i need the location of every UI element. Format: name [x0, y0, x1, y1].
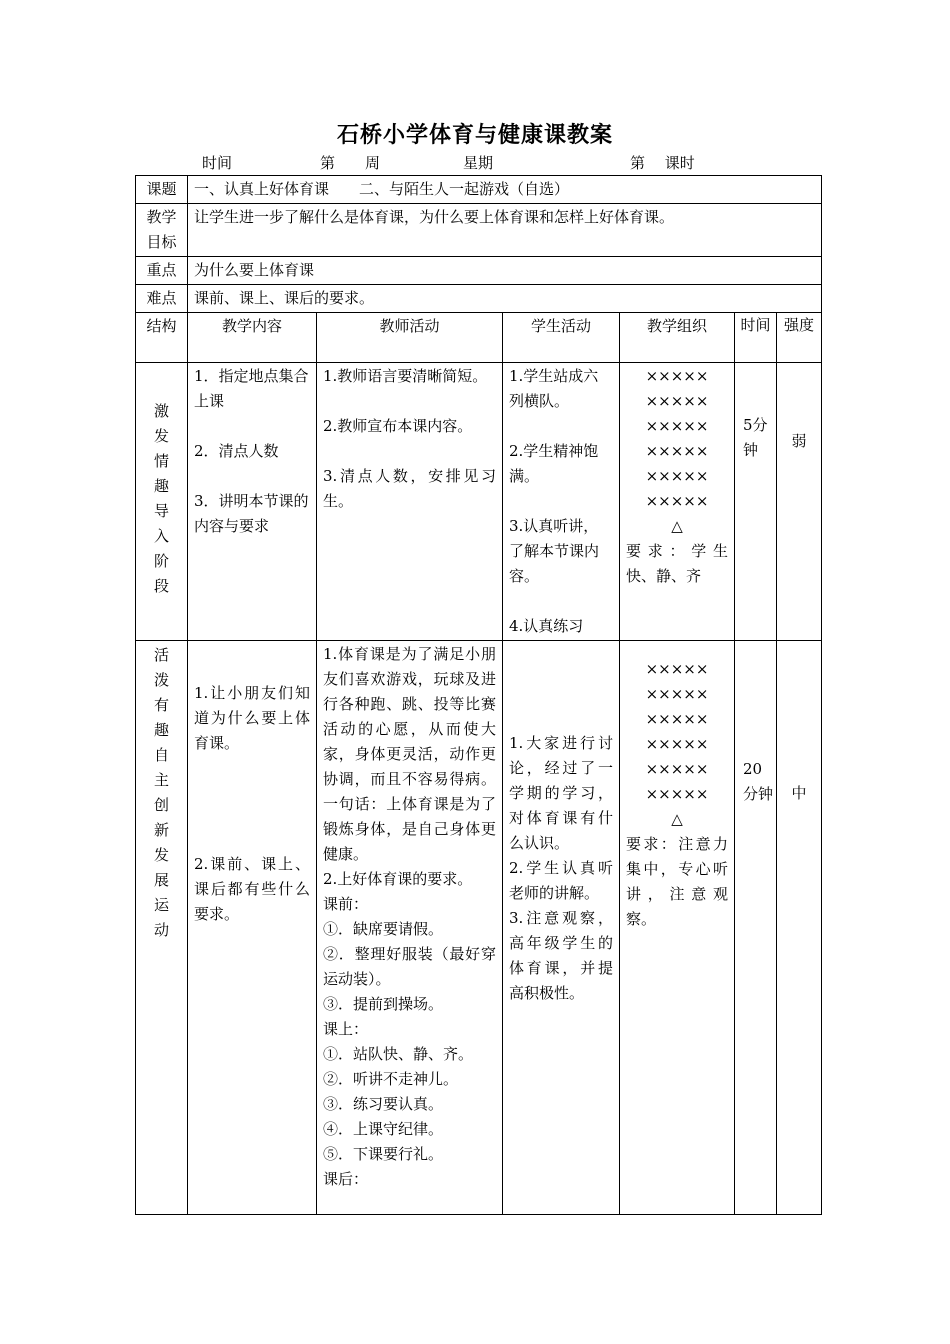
formation-note: 要求：注意力集中，专心听讲，注意观察。: [626, 835, 728, 928]
teacher-item: 1.教师语言要清晰简短。: [323, 367, 488, 385]
formation-row: ×××××: [645, 467, 709, 485]
formation-row: ×××××: [645, 710, 709, 728]
header-row: [136, 313, 822, 363]
content-item: 1.让小朋友们知道为什么要上体育课。: [194, 684, 310, 752]
meta-day: 星期: [463, 154, 494, 172]
teacher-position-icon: △: [671, 517, 683, 535]
teacher-item: 1.体育课是为了满足小朋友们喜欢游戏，玩球及进行各种跑、跳、投等比赛活动的心愿，从而使大家，身体更灵活，动作更协调，而且不容易得病。一句话：上体育课是为了锻炼身体，是自己身体更健康。: [323, 645, 496, 863]
formation-row: ×××××: [645, 785, 709, 803]
header-time: 时间: [735, 313, 777, 363]
teacher-position-icon: △: [671, 810, 683, 828]
formation-row: ×××××: [645, 417, 709, 435]
formation-note: 要求：学生快、静、齐: [626, 542, 728, 585]
student-item: 2.学生认真听老师的讲解。: [509, 859, 613, 902]
teacher-item: 3.清点人数，安排见习生。: [323, 467, 496, 510]
student-cell-2: [503, 641, 620, 1215]
formation-row: ×××××: [645, 492, 709, 510]
header-student: 学生活动: [503, 313, 620, 363]
header-organization: 教学组织: [620, 313, 735, 363]
student-cell-1: [503, 363, 620, 641]
content-cell-2: [188, 641, 317, 1215]
time-cell-1: 5分钟: [735, 363, 777, 641]
header-content: 教学内容: [188, 313, 317, 363]
student-item: 3.认真听讲，了解本节课内容。: [509, 517, 600, 585]
meta-time: 时间: [202, 154, 233, 172]
meta-week: 第 周: [320, 154, 381, 172]
teacher-item: ④．上课守纪律。: [323, 1120, 444, 1138]
header-structure: 结构: [136, 313, 188, 363]
goal-value: 让学生进一步了解什么是体育课，为什么要上体育课和怎样上好体育课。: [188, 204, 822, 257]
student-item: 2.学生精神饱满。: [509, 442, 599, 485]
formation-row: ×××××: [645, 685, 709, 703]
key-label: 重点: [136, 257, 188, 285]
topic-row: [136, 176, 822, 204]
student-item: 3.注意观察，高年级学生的体育课，并提高积极性。: [509, 909, 613, 1002]
teacher-item: ⑤．下课要行礼。: [323, 1145, 444, 1163]
organization-cell-1: [620, 363, 735, 641]
teacher-item: ②．整理好服装（最好穿运动装）。: [323, 945, 496, 988]
teacher-item: ③．提前到操场。: [323, 995, 444, 1013]
stage-label-1: 激 发 情 趣 导 入 阶 段: [136, 363, 188, 641]
student-item: 1.大家进行讨论，经过了一学期的学习，对体育课有什么认识。: [509, 734, 613, 852]
topic-value: 一、认真上好体育课 二、与陌生人一起游戏（自选）: [188, 176, 822, 204]
student-item: 4.认真练习: [509, 617, 584, 635]
intensity-cell-2: 中: [777, 641, 822, 1215]
page-title: 石桥小学体育与健康课教案: [336, 122, 613, 148]
content-item: 2．清点人数: [194, 442, 279, 460]
difficulty-label: 难点: [136, 285, 188, 313]
teacher-item: ②．听讲不走神儿。: [323, 1070, 459, 1088]
meta-period: 第 课时: [630, 154, 695, 172]
header-intensity: 强度: [777, 313, 822, 363]
content-cell-1: [188, 363, 317, 641]
section-row-1: [136, 363, 822, 641]
teacher-item: 2.教师宣布本课内容。: [323, 417, 473, 435]
teacher-item: ①．站队快、静、齐。: [323, 1045, 474, 1063]
formation-row: ×××××: [645, 367, 709, 385]
goal-row: [136, 204, 822, 257]
difficulty-row: [136, 285, 822, 313]
intensity-cell-1: 弱: [777, 363, 822, 641]
teacher-item: 课前：: [323, 895, 369, 913]
formation-row: ×××××: [645, 442, 709, 460]
section-row-2: [136, 641, 822, 1215]
teacher-item: ③．练习要认真。: [323, 1095, 444, 1113]
formation-row: ×××××: [645, 660, 709, 678]
content-item: 1．指定地点集合上课: [194, 367, 309, 410]
goal-label: 教学目标: [136, 204, 188, 257]
key-row: [136, 257, 822, 285]
difficulty-value: 课前、课上、课后的要求。: [188, 285, 822, 313]
teacher-item: 课上：: [323, 1020, 369, 1038]
header-teacher: 教师活动: [317, 313, 503, 363]
teacher-item: 课后：: [323, 1170, 369, 1188]
teacher-item: ①．缺席要请假。: [323, 920, 444, 938]
lesson-plan-table: [135, 175, 822, 1215]
formation-row: ×××××: [645, 760, 709, 778]
organization-cell-2: [620, 641, 735, 1215]
topic-label: 课题: [136, 176, 188, 204]
teacher-cell-1: [317, 363, 503, 641]
formation-row: ×××××: [645, 392, 709, 410]
content-item: 3．讲明本节课的内容与要求: [194, 492, 309, 535]
content-item: 2.课前、课上、课后都有些什么要求。: [194, 855, 310, 923]
formation-row: ×××××: [645, 735, 709, 753]
teacher-item: 2.上好体育课的要求。: [323, 870, 473, 888]
time-cell-2: 20分钟: [735, 641, 777, 1215]
student-item: 1.学生站成六列横队。: [509, 367, 599, 410]
key-value: 为什么要上体育课: [188, 257, 822, 285]
stage-label-2: 活 泼 有 趣 自 主 创 新 发 展 运 动: [136, 641, 188, 1215]
teacher-cell-2: [317, 641, 503, 1215]
